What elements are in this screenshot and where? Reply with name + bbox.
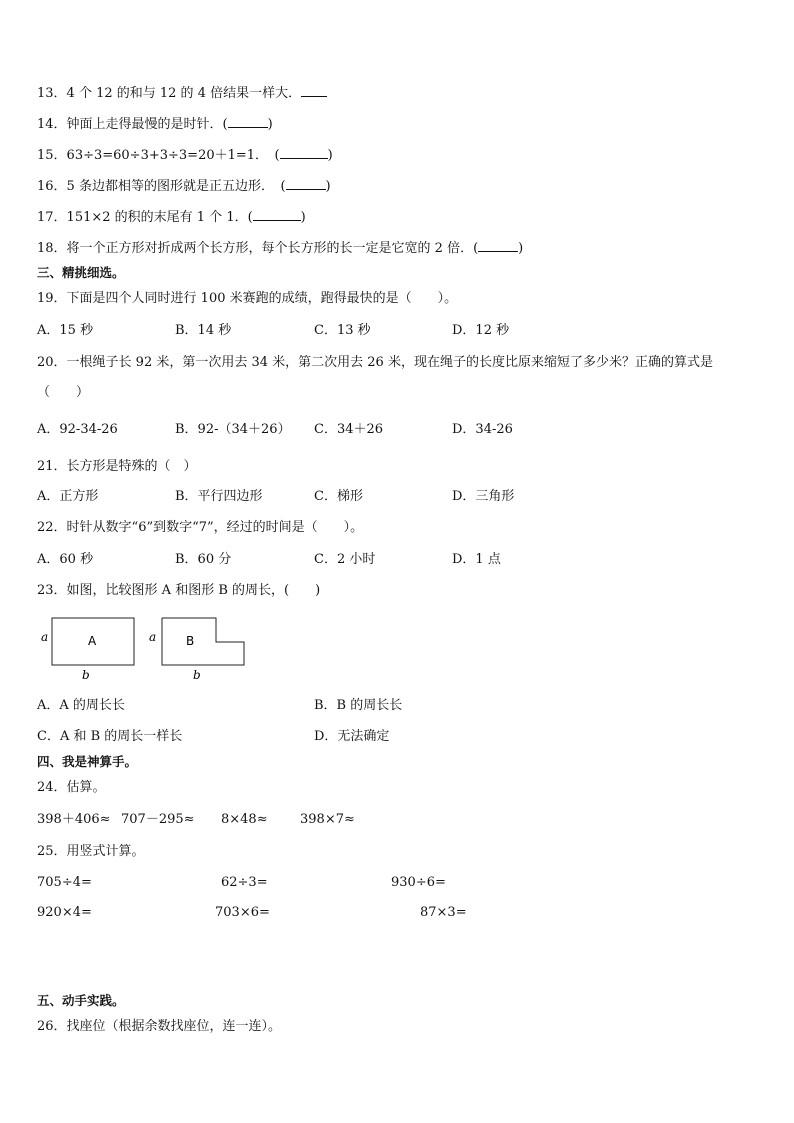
answer-blank[interactable]: [478, 239, 518, 252]
estimate-item: 707－295≈: [121, 812, 195, 827]
answer-blank[interactable]: [253, 208, 301, 221]
figure-a-label: A: [88, 634, 97, 648]
question-23-stem: 23．如图，比较图形 A 和图形 B 的周长，( ): [37, 583, 321, 598]
option-c[interactable]: C．梯形: [314, 489, 363, 504]
question-text: 16．5 条边都相等的图形就是正五边形． (: [37, 179, 286, 194]
option-a[interactable]: A．92-34-26: [37, 422, 118, 437]
question-20-stem: 20．一根绳子长 92 米，第一次用去 34 米，第二次用去 26 米，现在绳子的长度比原来缩短了多少米？正确的算式是: [37, 355, 713, 370]
calc-item: 703×6=: [215, 905, 270, 920]
option-c[interactable]: C．2 小时: [314, 552, 376, 567]
option-c[interactable]: C．34＋26: [314, 422, 384, 437]
option-a[interactable]: A．60 秒: [37, 552, 94, 567]
option-a[interactable]: A．A 的周长长: [37, 698, 125, 713]
perimeter-figure: [36, 612, 252, 684]
answer-blank[interactable]: [280, 146, 328, 159]
calc-item: 62÷3=: [221, 875, 268, 890]
question-13: [37, 84, 327, 103]
close-paren: ): [518, 241, 524, 256]
calc-item: 705÷4=: [37, 875, 92, 890]
section-heading-3: 三、精挑细选。: [37, 265, 125, 280]
question-text: 15．63÷3=60÷3+3÷3=20＋1=1． (: [37, 148, 280, 163]
question-19-stem: 19．下面是四个人同时进行 100 米赛跑的成绩，跑得最快的是（ ）。: [37, 291, 458, 306]
question-18: [37, 239, 523, 258]
option-b[interactable]: B．B 的周长长: [314, 698, 403, 713]
estimate-item: 398＋406≈: [37, 812, 111, 827]
question-26-stem: 26．找座位（根据余数找座位，连一连）。: [37, 1019, 282, 1034]
close-paren: ): [327, 148, 333, 163]
figure-b-side-a: a: [149, 630, 157, 644]
question-17: [37, 208, 306, 227]
close-paren: ): [267, 117, 273, 132]
question-22-stem: 22．时针从数字“6”到数字“7”，经过的时间是（ ）。: [37, 520, 364, 535]
close-paren: ): [300, 210, 306, 225]
section-heading-4: 四、我是神算手。: [37, 754, 138, 769]
question-text: 18．将一个正方形对折成两个长方形，每个长方形的长一定是它宽的 2 倍．(: [37, 241, 479, 256]
estimate-item: 8×48≈: [221, 812, 268, 827]
figure-b-label: B: [186, 634, 195, 648]
question-15: [37, 146, 333, 165]
option-d[interactable]: D．无法确定: [314, 729, 390, 744]
calc-item: 920×4=: [37, 905, 92, 920]
question-text: 14．钟面上走得最慢的是时针．(: [37, 117, 228, 132]
figure-a-side-b: b: [82, 668, 90, 682]
question-25-stem: 25．用竖式计算。: [37, 844, 145, 859]
answer-blank[interactable]: [301, 84, 327, 97]
question-24-stem: 24．估算。: [37, 780, 106, 795]
question-14: [37, 115, 273, 134]
answer-blank[interactable]: [286, 177, 326, 190]
option-d[interactable]: D．三角形: [452, 489, 515, 504]
close-paren: ): [325, 179, 331, 194]
option-a[interactable]: A．15 秒: [37, 323, 94, 338]
figure-a-side-a: a: [41, 630, 49, 644]
option-d[interactable]: D．12 秒: [452, 323, 510, 338]
question-text: 13．4 个 12 的和与 12 的 4 倍结果一样大．: [37, 86, 302, 101]
figure-b-side-b: b: [193, 668, 201, 682]
option-b[interactable]: B．平行四边形: [175, 489, 263, 504]
question-20-paren: （ ）: [37, 385, 90, 400]
calc-item: 930÷6=: [391, 875, 446, 890]
question-text: 17．151×2 的积的末尾有 1 个 1．(: [37, 210, 253, 225]
option-d[interactable]: D．34-26: [452, 422, 513, 437]
figure-b-shape: [162, 618, 244, 665]
question-16: [37, 177, 331, 196]
calc-item: 87×3=: [420, 905, 467, 920]
answer-blank[interactable]: [228, 115, 268, 128]
question-21-stem: 21．长方形是特殊的（ ）: [37, 459, 197, 474]
option-a[interactable]: A．正方形: [37, 489, 99, 504]
option-d[interactable]: D．1 点: [452, 552, 501, 567]
option-c[interactable]: C．13 秒: [314, 323, 371, 338]
option-b[interactable]: B．60 分: [175, 552, 232, 567]
option-b[interactable]: B．92-（34＋26）: [175, 422, 291, 437]
option-b[interactable]: B．14 秒: [175, 323, 232, 338]
section-heading-5: 五、动手实践。: [37, 993, 125, 1008]
estimate-item: 398×7≈: [300, 812, 355, 827]
option-c[interactable]: C．A 和 B 的周长一样长: [37, 729, 183, 744]
